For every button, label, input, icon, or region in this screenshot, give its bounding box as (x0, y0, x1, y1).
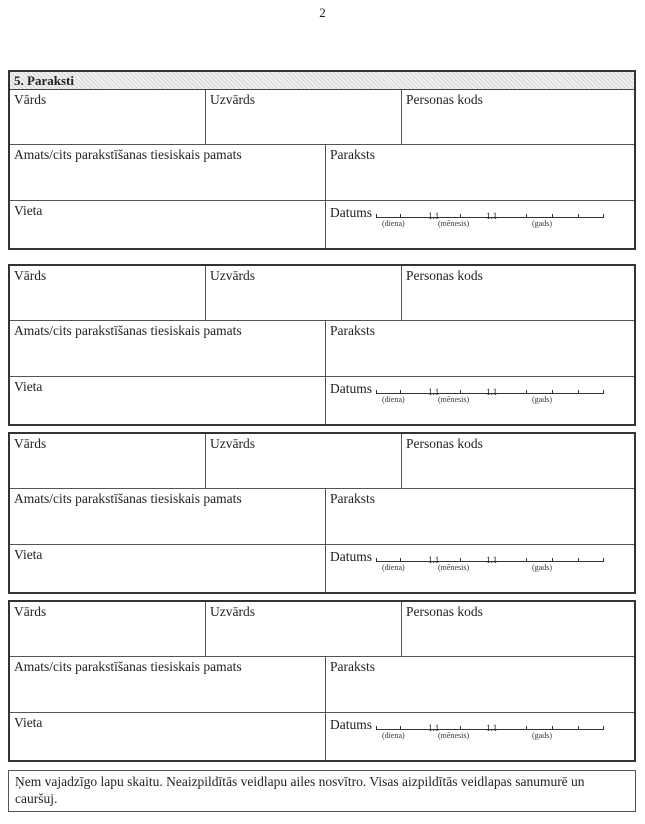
vieta-field[interactable] (10, 713, 326, 760)
date-separator: 1.1 (428, 554, 440, 565)
paraksts-label: Paraksts (330, 491, 375, 507)
datums-label: Datums (330, 380, 372, 396)
amats-label: Amats/cits parakstīšanas tiesiskais pamats (14, 147, 242, 163)
date-input-boxes[interactable] (376, 209, 604, 231)
uzvards-field[interactable] (206, 434, 402, 488)
menesis-caption: (mēnesis) (438, 730, 470, 740)
footer-note: Ņem vajadzīgo lapu skaitu. Neaizpildītās veidlapu ailes nosvītro. Visas aizpildītās veidlapas sanumurē un cauršuj. (8, 770, 636, 812)
paraksts-label: Paraksts (330, 323, 375, 339)
signature-block-1 (8, 70, 636, 250)
datums-field[interactable] (326, 377, 634, 424)
gads-caption: (gads) (532, 394, 552, 404)
amats-label: Amats/cits parakstīšanas tiesiskais pamats (14, 491, 242, 507)
vards-label: Vārds (14, 92, 47, 107)
vards-label: Vārds (14, 268, 47, 283)
personas-kods-label: Personas kods (406, 268, 483, 283)
vards-label: Vārds (14, 436, 47, 451)
uzvards-field[interactable] (206, 602, 402, 656)
vieta-label: Vieta (14, 378, 43, 394)
date-separator: 1.1 (428, 722, 440, 733)
paraksts-label: Paraksts (330, 659, 375, 675)
vieta-field[interactable] (10, 545, 326, 592)
personas-kods-field[interactable] (402, 602, 634, 656)
vieta-field[interactable] (10, 377, 326, 424)
vards-field[interactable] (10, 434, 206, 488)
date-separator: 1.1 (428, 386, 440, 397)
gads-caption: (gads) (532, 218, 552, 228)
datums-label: Datums (330, 204, 372, 220)
amats-field[interactable] (10, 657, 326, 711)
date-input-boxes[interactable] (376, 553, 604, 575)
date-input-boxes[interactable] (376, 385, 604, 407)
paraksts-field[interactable] (326, 489, 634, 543)
date-separator: 1.1 (428, 210, 440, 221)
diena-caption: (diena) (382, 730, 405, 740)
signature-block-3 (8, 432, 636, 594)
amats-label: Amats/cits parakstīšanas tiesiskais pamats (14, 659, 242, 675)
vieta-label: Vieta (14, 202, 43, 218)
signature-block-2 (8, 264, 636, 426)
paraksts-field[interactable] (326, 657, 634, 711)
amats-label: Amats/cits parakstīšanas tiesiskais pamats (14, 323, 242, 339)
amats-field[interactable] (10, 321, 326, 375)
date-separator: 1.1 (486, 722, 498, 733)
uzvards-label: Uzvārds (210, 92, 255, 107)
datums-field[interactable] (326, 545, 634, 592)
gads-caption: (gads) (532, 562, 552, 572)
paraksts-field[interactable] (326, 321, 634, 375)
datums-field[interactable] (326, 201, 634, 248)
paraksts-field[interactable] (326, 145, 634, 199)
amats-field[interactable] (10, 489, 326, 543)
personas-kods-field[interactable] (402, 434, 634, 488)
signature-block-4 (8, 600, 636, 762)
personas-kods-field[interactable] (402, 90, 634, 144)
date-separator: 1.1 (486, 386, 498, 397)
diena-caption: (diena) (382, 218, 405, 228)
section-title: 5. Paraksti (10, 72, 634, 90)
menesis-caption: (mēnesis) (438, 394, 470, 404)
vards-field[interactable] (10, 266, 206, 320)
diena-caption: (diena) (382, 562, 405, 572)
gads-caption: (gads) (532, 730, 552, 740)
vards-label: Vārds (14, 604, 47, 619)
vieta-field[interactable] (10, 201, 326, 248)
personas-kods-label: Personas kods (406, 92, 483, 107)
uzvards-field[interactable] (206, 90, 402, 144)
uzvards-field[interactable] (206, 266, 402, 320)
vards-field[interactable] (10, 602, 206, 656)
uzvards-label: Uzvārds (210, 436, 255, 451)
page-number: 2 (319, 5, 326, 20)
menesis-caption: (mēnesis) (438, 218, 470, 228)
uzvards-label: Uzvārds (210, 604, 255, 619)
vards-field[interactable] (10, 90, 206, 144)
menesis-caption: (mēnesis) (438, 562, 470, 572)
date-separator: 1.1 (486, 554, 498, 565)
date-separator: 1.1 (486, 210, 498, 221)
datums-field[interactable] (326, 713, 634, 760)
personas-kods-label: Personas kods (406, 436, 483, 451)
diena-caption: (diena) (382, 394, 405, 404)
uzvards-label: Uzvārds (210, 268, 255, 283)
datums-label: Datums (330, 716, 372, 732)
datums-label: Datums (330, 548, 372, 564)
paraksts-label: Paraksts (330, 147, 375, 163)
amats-field[interactable] (10, 145, 326, 199)
personas-kods-label: Personas kods (406, 604, 483, 619)
vieta-label: Vieta (14, 546, 43, 562)
personas-kods-field[interactable] (402, 266, 634, 320)
date-input-boxes[interactable] (376, 721, 604, 743)
vieta-label: Vieta (14, 714, 43, 730)
